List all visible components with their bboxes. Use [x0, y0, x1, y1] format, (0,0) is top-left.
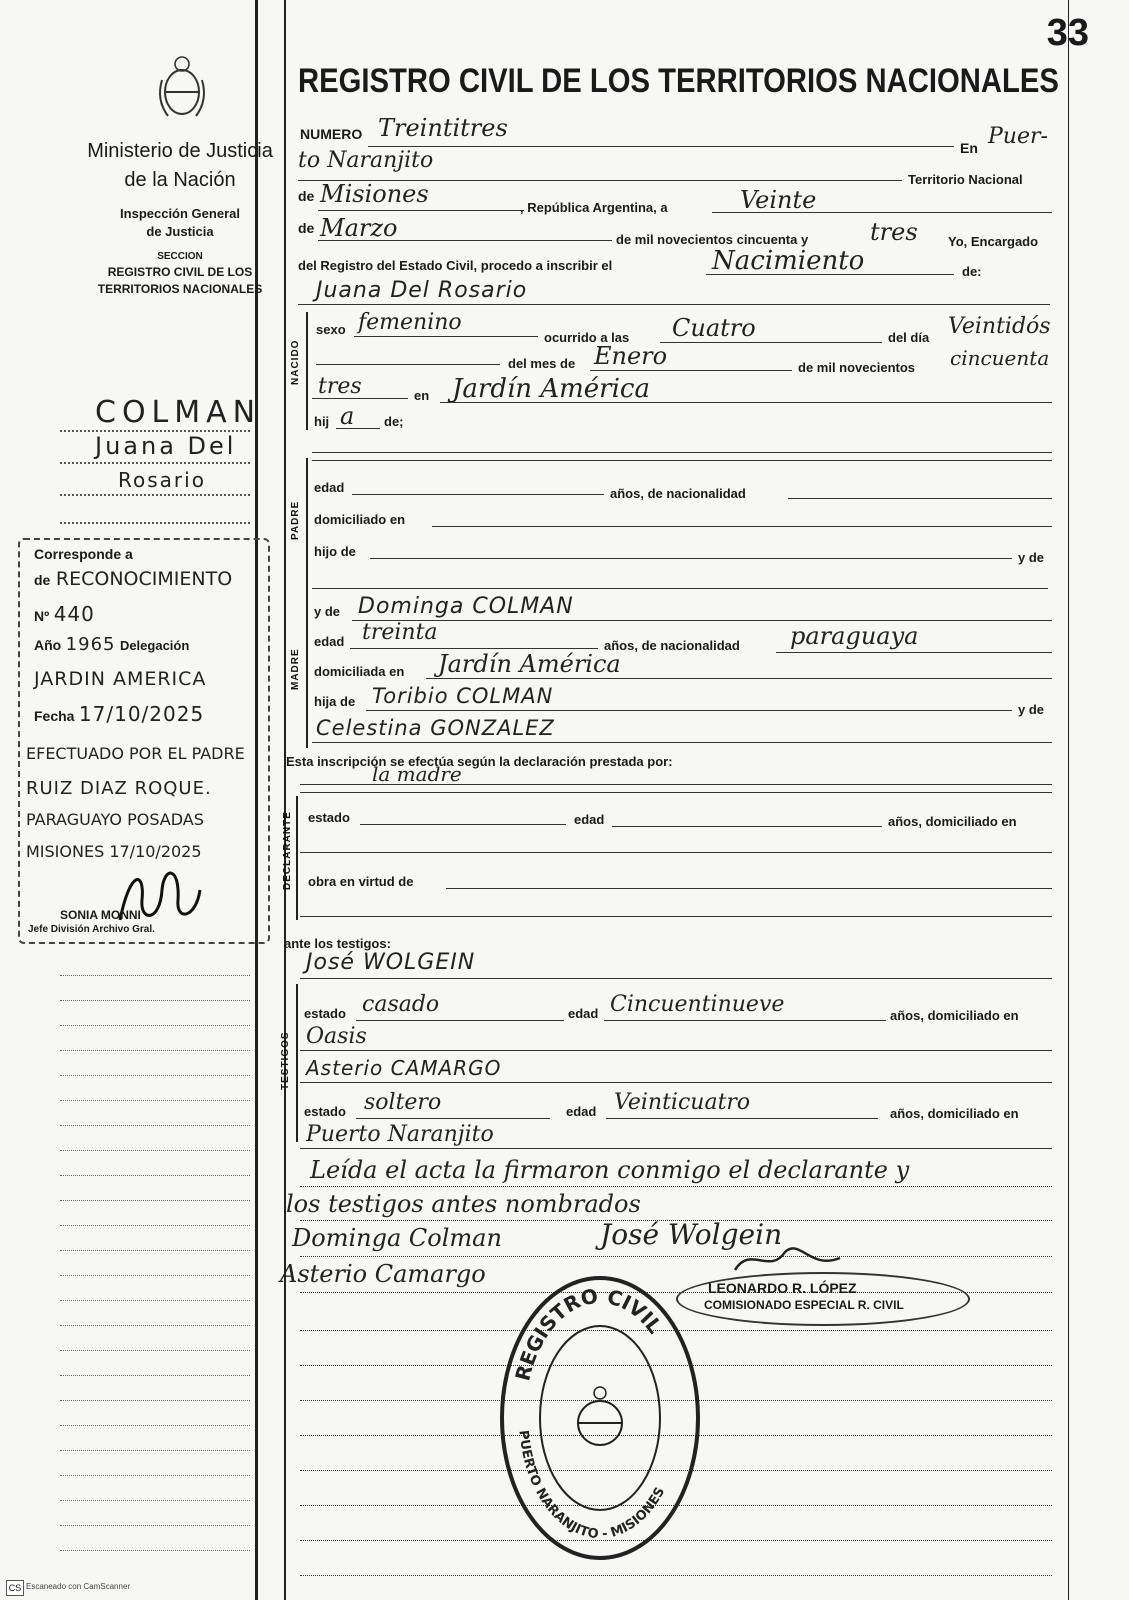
dia-label: del día	[888, 330, 930, 345]
testigo2-edad-value: Veinticuatro	[614, 1090, 751, 1115]
sexo-label: sexo	[316, 322, 346, 337]
republica-label: , República Argentina, a	[520, 200, 668, 215]
coat-of-arms-icon	[152, 50, 212, 125]
mes-label: del mes de	[508, 356, 576, 371]
stamp-fecha-label: Fecha	[34, 708, 75, 724]
lugar-value: Jardín América	[452, 374, 650, 404]
stamp-note-4: MISIONES 17/10/2025	[26, 842, 202, 861]
sexo-value: femenino	[358, 310, 462, 335]
section-line1: REGISTRO CIVIL DE LOS	[107, 265, 253, 279]
numero-value: Treintitres	[378, 114, 508, 142]
madre-name-value: Dominga COLMAN	[358, 594, 574, 619]
en-lugar-label: en	[414, 388, 430, 403]
madre-y-de-label: y de	[314, 604, 341, 619]
testigo2-estado-label: estado	[304, 1104, 346, 1119]
declarante-intro: Esta inscripción se efectúa según la declaración prestada por:	[286, 754, 673, 769]
year-label: de mil novecientos cincuenta y	[616, 232, 809, 247]
signature-asterio: Asterio Camargo	[280, 1260, 486, 1288]
svg-text:REGISTRO CIVIL	[510, 1284, 667, 1384]
section-label: SECCION	[157, 251, 203, 262]
stamp-officer-title: Jefe División Archivo Gral.	[28, 924, 155, 935]
testigos-section-label: TESTIGOS	[280, 1031, 291, 1090]
padre-edad-label: edad	[314, 480, 345, 495]
madre-edad-value: treinta	[362, 620, 438, 645]
reconocimiento-stamp	[18, 538, 270, 944]
padre-y-de-label: y de	[1018, 550, 1045, 565]
inspection-line1: Inspección General	[120, 206, 240, 221]
madre-father-value: Toribio COLMAN	[372, 684, 554, 708]
encargado-label: Yo, Encargado	[948, 234, 1039, 249]
section-line2: TERRITORIOS NACIONALES	[97, 282, 263, 296]
testigo1-edad-value: Cincuentinueve	[610, 992, 785, 1017]
padre-domiciliado-label: domiciliado en	[314, 512, 406, 527]
stamp-anio: 1965	[65, 634, 116, 655]
stamp-note-3: PARAGUAYO POSADAS	[26, 810, 204, 829]
ministry-line1: Ministerio de Justicia	[87, 140, 273, 162]
place-value-a: Puer-	[988, 124, 1048, 149]
ministry-line2: de la Nación	[124, 169, 236, 191]
declarante-anios-label: años, domiciliado en	[888, 814, 1017, 829]
mes-value: Enero	[594, 342, 668, 370]
closing-line-2: los testigos antes nombrados	[286, 1190, 641, 1218]
stamp-fecha: 17/10/2025	[78, 702, 205, 726]
testigos-intro: ante los testigos:	[284, 936, 391, 951]
stamp-delegacion-value: JARDIN AMERICA	[34, 668, 207, 690]
hour-value: Cuatro	[672, 314, 756, 342]
month-value: Marzo	[320, 214, 398, 242]
territorio-label: Territorio Nacional	[908, 172, 1023, 187]
place-value-b: to Naranjito	[298, 148, 434, 173]
stamp-note-2: RUIZ DIAZ ROQUE.	[26, 778, 212, 799]
stamp-officer-name: SONIA MONNI	[60, 908, 141, 922]
scanner-text: Escaneado con CamScanner	[26, 1582, 131, 1591]
page-number: 33	[1046, 12, 1089, 54]
testigo1-estado-label: estado	[304, 1006, 346, 1021]
scanner-badge-text: CS	[8, 1583, 22, 1593]
stamp-reconocimiento: RECONOCIMIENTO	[55, 568, 233, 590]
madre-domiciliada-label: domiciliada en	[314, 664, 405, 679]
madre-anios-label: años, de nacionalidad	[604, 638, 740, 653]
padre-section-label: PADRE	[290, 500, 301, 540]
ocurrido-label: ocurrido a las	[544, 330, 630, 345]
stamp-anio-label: Año	[34, 637, 62, 653]
margin-surname: COLMAN	[95, 395, 262, 430]
testigo1-edad-label: edad	[568, 1006, 599, 1021]
de-label: de	[298, 188, 315, 204]
margin-given-2: Rosario	[118, 468, 206, 492]
madre-edad-label: edad	[314, 634, 345, 649]
stamp-note-1: EFECTUADO POR EL PADRE	[26, 744, 245, 763]
month-de-label: de	[298, 220, 315, 236]
scanner-badge	[6, 1580, 24, 1596]
signature-jose: José Wolgein	[600, 1218, 783, 1251]
hij-de-label: de;	[384, 414, 404, 429]
day-value: Veinte	[740, 186, 817, 214]
child-name: Juana Del Rosario	[316, 278, 528, 303]
right-page-edge	[1068, 0, 1069, 1600]
official-stamp-name: LEONARDO R. LÓPEZ	[708, 1280, 857, 1296]
declarante-by-value: la madre	[372, 762, 462, 786]
margin-rule	[60, 430, 250, 432]
signature-dominga: Dominga Colman	[292, 1224, 502, 1252]
mil-value: cincuenta	[950, 346, 1050, 370]
inspection-line2: de Justicia	[146, 224, 214, 239]
nacido-section-label: NACIDO	[290, 339, 301, 385]
declarante-estado-label: estado	[308, 810, 350, 825]
en-label: En	[960, 140, 978, 156]
stamp-corresponde-label: Corresponde a	[34, 546, 133, 562]
testigo2-estado-value: soltero	[364, 1090, 442, 1115]
anio-value: tres	[318, 374, 362, 399]
declarante-section-label: DECLARANTE	[282, 811, 293, 890]
testigo1-estado-value: casado	[362, 992, 440, 1017]
testigo1-domicilio-value: Oasis	[306, 1024, 367, 1049]
madre-hija-label: hija de	[314, 694, 356, 709]
declarante-obra-label: obra en virtud de	[308, 874, 414, 889]
testigo2-domicilio-value: Puerto Naranjito	[306, 1122, 494, 1147]
hij-value: a	[340, 402, 355, 430]
stamp-numero: 440	[53, 602, 95, 626]
round-seal-top-text: REGISTRO CIVIL	[510, 1283, 668, 1384]
closing-line-1: Leída el acta la firmaron conmigo el declarante y	[310, 1156, 910, 1184]
stamp-de-label: de	[34, 572, 51, 588]
dia-value: Veintidós	[948, 314, 1051, 339]
round-seal-bottom-text: PUERTO NARANJITO - MISIONES	[515, 1429, 669, 1543]
madre-section-label: MADRE	[290, 648, 301, 690]
type-value: Nacimiento	[712, 246, 865, 276]
hij-label: hij	[314, 414, 330, 429]
document-title: REGISTRO CIVIL DE LOS TERRITORIOS NACIONALES	[298, 62, 1059, 100]
madre-nacionalidad-value: paraguaya	[790, 622, 919, 650]
stamp-delegacion-label: Delegación	[119, 638, 190, 653]
year-value: tres	[870, 218, 918, 246]
madre-y-de2-label: y de	[1018, 702, 1045, 717]
testigo1-name: José WOLGEIN	[306, 950, 476, 975]
madre-mother-value: Celestina GONZALEZ	[316, 716, 555, 740]
registro-civil-round-seal	[495, 1268, 705, 1568]
margin-rule	[60, 522, 250, 524]
declarante-edad-label: edad	[574, 812, 605, 827]
margin-rule	[60, 462, 250, 464]
testigo2-anios-label: años, domiciliado en	[890, 1106, 1019, 1121]
de-colon-label: de:	[962, 264, 982, 279]
testigo1-anios-label: años, domiciliado en	[890, 1008, 1019, 1023]
margin-given-1: Juana Del	[95, 432, 237, 460]
padre-anios-label: años, de nacionalidad	[610, 486, 746, 501]
testigo2-name: Asterio CAMARGO	[306, 1056, 502, 1080]
numero-label: NUMERO	[300, 126, 363, 142]
margin-rule	[60, 494, 250, 496]
mil-label: de mil novecientos	[798, 360, 916, 375]
madre-domicilio-value: Jardín América	[438, 650, 621, 678]
padre-hijo-label: hijo de	[314, 544, 356, 559]
testigo2-edad-label: edad	[566, 1104, 597, 1119]
registro-label: del Registro del Estado Civil, procedo a inscribir el	[298, 258, 613, 273]
official-stamp-title: COMISIONADO ESPECIAL R. CIVIL	[704, 1298, 904, 1312]
territory-value: Misiones	[320, 180, 429, 208]
stamp-numero-label: Nº	[34, 608, 50, 624]
